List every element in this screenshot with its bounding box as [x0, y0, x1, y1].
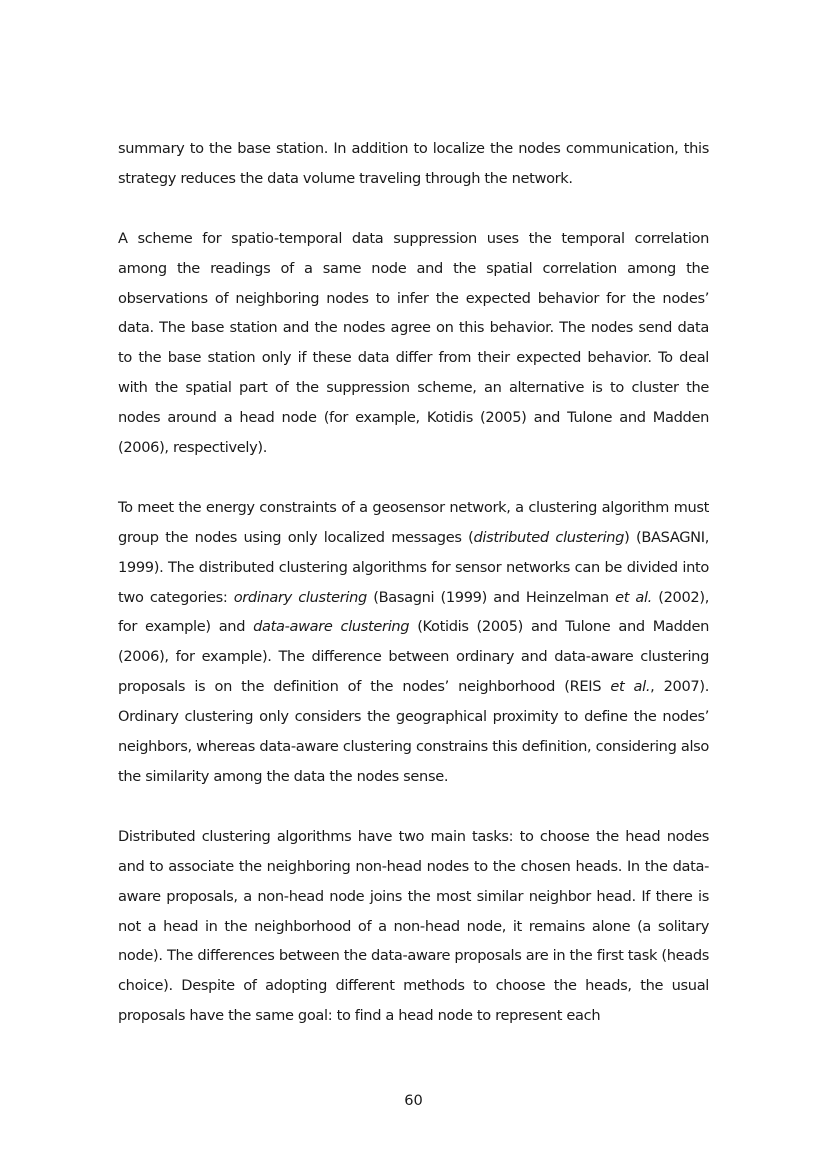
- paragraph: [118, 493, 709, 792]
- text-run: , 2007). Ordinary clustering only considers the geographical proximity to define the nodes’ neighbors, whereas data-aware clustering constrains this definition, considering also the similarity among the data the nodes sense.: [118, 678, 709, 785]
- text-run: (2002), for example) and: [118, 588, 709, 636]
- italic-text: et al.: [610, 678, 651, 696]
- italic-text: distributed clustering: [473, 528, 625, 546]
- text-run: (Kotidis (2005) and Tulone and Madden (2006), for example). The difference between ordinary and data-aware clustering proposals is on the definition of the nodes’ neighborhood (REIS: [118, 618, 709, 696]
- paragraph: [118, 134, 709, 194]
- paragraph: [118, 822, 709, 1031]
- page-number: 60: [404, 1092, 423, 1109]
- text-run: summary to the base station. In addition to localize the nodes communication, this strategy reduces the data volume traveling through the network.: [118, 140, 709, 187]
- text-run: Distributed clustering algorithms have two main tasks: to choose the head nodes and to associate the neighboring non-head nodes to the chosen heads. In the data-aware proposals, a non-head node joins the most similar neighbor head. If there is not a head in the neighborhood of a non-head node, it remains alone (a solitary node). The differences between the data-aware proposals are in the first task (heads choice). Despite of adopting different methods to choose the heads, the usual proposals have the same goal: to find a head node to represent each: [118, 827, 710, 1025]
- italic-text: ordinary clustering: [233, 588, 367, 606]
- text-run: (Basagni (1999) and Heinzelman: [366, 588, 616, 606]
- text-run: To meet the energy constraints of a geosensor network, a clustering algorithm must group the nodes using only localized messages (: [118, 498, 709, 546]
- italic-text: et al.: [615, 588, 652, 606]
- text-run: ) (BASAGNI, 1999). The distributed clustering algorithms for sensor networks can be divided into two categories:: [118, 528, 709, 606]
- paragraph: [118, 224, 709, 463]
- italic-text: data-aware clustering: [253, 618, 410, 636]
- text-run: A scheme for spatio-temporal data suppression uses the temporal correlation among the readings of a same node and the spatial correlation among the observations of neighboring nodes to infer the expected behavior for the nodes’ data. The base station and the nodes agree on this behavior. The nodes send data to the base station only if these data differ from their expected behavior. To deal with the spatial part of the suppression scheme, an alternative is to cluster the nodes around a head node (for example, Kotidis (2005) and Tulone and Madden (2006), respectively).: [118, 229, 709, 457]
- body-text: [118, 134, 709, 1061]
